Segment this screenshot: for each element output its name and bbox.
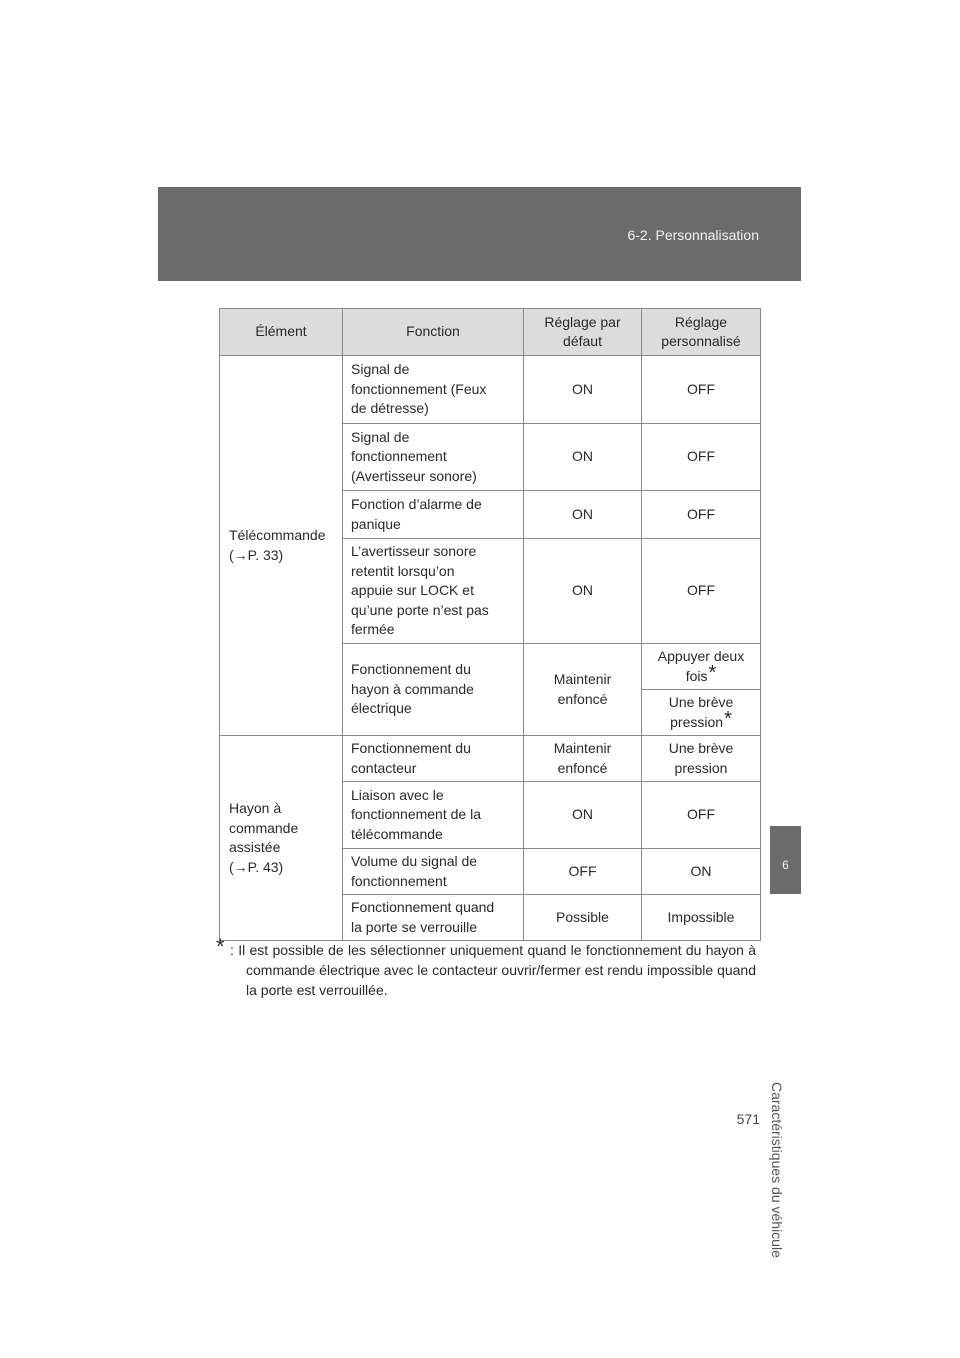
custom-option-text: Une brève pression (668, 694, 734, 730)
item-tailgate-label: Hayon à commande assistée (229, 800, 299, 855)
footnote-text: : Il est possible de les sélectionner uniquement quand le fonctionnement du hayon à commande électrique avec le contacteur ouvrir/fermer est rendu impossible quand la porte est verrouillée. (230, 942, 756, 998)
section-title: 6-2. Personnalisation (627, 227, 759, 243)
chapter-title: Caractéristiques du véhicule (769, 1082, 785, 1258)
default-cell: ON (524, 539, 642, 644)
default-cell: Maintenir enfoncé (524, 644, 642, 736)
header-band (158, 187, 801, 281)
header-custom: Réglage personnalisé (642, 309, 761, 356)
footnote (216, 934, 756, 1000)
function-cell: Volume du signal de fonctionnement (343, 849, 524, 895)
header-item: Élément (220, 309, 343, 356)
footnote-marker: * (216, 934, 225, 959)
custom-cell: OFF (642, 782, 761, 849)
page-number: 571 (736, 1111, 760, 1127)
custom-cell: OFF (642, 356, 761, 424)
custom-cell (642, 690, 761, 736)
custom-cell (642, 644, 761, 690)
function-cell: Fonctionnement du hayon à commande électrique (343, 644, 524, 736)
item-cell-tailgate (220, 736, 343, 941)
settings-table (219, 308, 761, 941)
table-header-row (220, 309, 761, 356)
default-cell: ON (524, 356, 642, 424)
item-cell-remote (220, 356, 343, 736)
item-remote-ref: (→P. 33) (229, 546, 284, 563)
function-cell: Signal de fonctionnement (Feux de détresse) (343, 356, 524, 424)
function-cell: Signal de fonctionnement (Avertisseur sonore) (343, 424, 524, 491)
default-cell: ON (524, 782, 642, 849)
chapter-number: 6 (782, 858, 789, 872)
function-cell: Fonctionnement quand la porte se verrouille (343, 895, 524, 941)
header-default: Réglage par défaut (524, 309, 642, 356)
table-row (220, 356, 761, 424)
header-function: Fonction (343, 309, 524, 356)
settings-table-container (219, 308, 760, 941)
item-tailgate-ref: (→P. 43) (229, 858, 284, 875)
function-cell: Fonction d’alarme de panique (343, 491, 524, 539)
default-cell: Possible (524, 895, 642, 941)
custom-cell: Une brève pression (642, 736, 761, 782)
function-cell: Liaison avec le fonctionnement de la télécommande (343, 782, 524, 849)
default-cell: Maintenir enfoncé (524, 736, 642, 782)
asterisk-marker: * (724, 707, 732, 730)
custom-option-text: Appuyer deux fois (657, 648, 745, 684)
custom-cell: OFF (642, 491, 761, 539)
default-cell: OFF (524, 849, 642, 895)
custom-cell: OFF (642, 424, 761, 491)
function-cell: L’avertisseur sonore retentit lorsqu’on appuie sur LOCK et qu’une porte n’est pas fermée (343, 539, 524, 644)
custom-cell: ON (642, 849, 761, 895)
default-cell: ON (524, 491, 642, 539)
chapter-tab (770, 826, 801, 894)
default-cell: ON (524, 424, 642, 491)
custom-cell: OFF (642, 539, 761, 644)
table-row (220, 736, 761, 782)
asterisk-marker: * (708, 661, 717, 684)
custom-cell: Impossible (642, 895, 761, 941)
function-cell: Fonctionnement du contacteur (343, 736, 524, 782)
item-remote-label: Télécommande (229, 527, 326, 543)
